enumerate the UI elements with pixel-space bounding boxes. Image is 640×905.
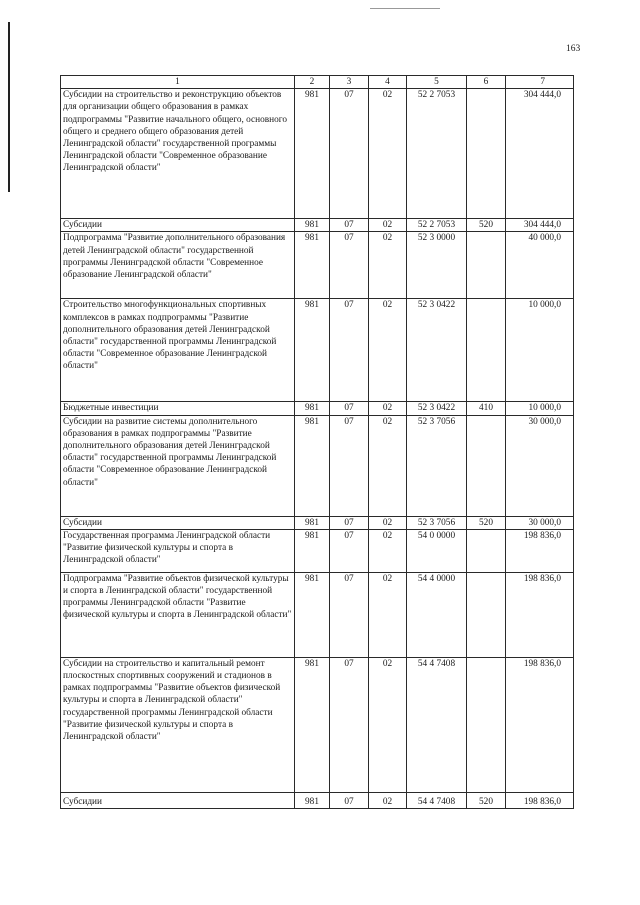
- cell-col-4: 02: [369, 516, 407, 529]
- cell-col-7: 30 000,0: [506, 516, 574, 529]
- row-name: Субсидии на развитие системы дополнительного образования в рамках подпрограммы "Развитие дополнительного образования детей Ленинградской области" государственной программы Ленинградской области "Современное образование Ленинградской области": [61, 415, 295, 516]
- table-row: [61, 219, 574, 232]
- cell-col-2: 981: [295, 529, 330, 572]
- cell-col-7: 198 836,0: [506, 572, 574, 657]
- cell-col-2: 981: [295, 792, 330, 808]
- cell-col-2: 981: [295, 572, 330, 657]
- cell-col-2: 981: [295, 232, 330, 299]
- cell-col-4: 02: [369, 299, 407, 402]
- table-row: [61, 299, 574, 402]
- cell-col-7: 40 000,0: [506, 232, 574, 299]
- table-row: [61, 89, 574, 219]
- cell-col-4: 02: [369, 529, 407, 572]
- header-col-2: 2: [295, 76, 330, 89]
- row-name: Субсидии: [61, 516, 295, 529]
- cell-col-4: 02: [369, 792, 407, 808]
- cell-col-6: 520: [467, 792, 506, 808]
- header-row: [61, 76, 574, 89]
- cell-col-3: 07: [330, 657, 369, 792]
- cell-col-7: 10 000,0: [506, 299, 574, 402]
- table-row: [61, 529, 574, 572]
- cell-col-4: 02: [369, 415, 407, 516]
- table-row: [61, 415, 574, 516]
- cell-col-6: 410: [467, 402, 506, 415]
- cell-col-2: 981: [295, 299, 330, 402]
- cell-col-4: 02: [369, 89, 407, 219]
- scan-top-line: [370, 8, 440, 9]
- row-name: Государственная программа Ленинградской области "Развитие физической культуры и спорта в Ленинградской области": [61, 529, 295, 572]
- cell-col-6: 520: [467, 516, 506, 529]
- cell-col-5: 54 4 7408: [407, 792, 467, 808]
- cell-col-5: 52 3 7056: [407, 516, 467, 529]
- header-col-7: 7: [506, 76, 574, 89]
- cell-col-5: 52 2 7053: [407, 89, 467, 219]
- header-col-6: 6: [467, 76, 506, 89]
- header-col-3: 3: [330, 76, 369, 89]
- cell-col-3: 07: [330, 402, 369, 415]
- cell-col-4: 02: [369, 232, 407, 299]
- budget-table: [60, 75, 574, 809]
- cell-col-6: [467, 529, 506, 572]
- cell-col-3: 07: [330, 299, 369, 402]
- table-row: [61, 792, 574, 808]
- cell-col-6: [467, 415, 506, 516]
- header-col-4: 4: [369, 76, 407, 89]
- table-row: [61, 572, 574, 657]
- cell-col-2: 981: [295, 657, 330, 792]
- cell-col-2: 981: [295, 219, 330, 232]
- cell-col-4: 02: [369, 402, 407, 415]
- cell-col-7: 304 444,0: [506, 219, 574, 232]
- cell-col-2: 981: [295, 402, 330, 415]
- cell-col-2: 981: [295, 89, 330, 219]
- row-name: Субсидии: [61, 792, 295, 808]
- cell-col-7: 10 000,0: [506, 402, 574, 415]
- table-row: [61, 402, 574, 415]
- cell-col-3: 07: [330, 529, 369, 572]
- cell-col-6: 520: [467, 219, 506, 232]
- row-name: Субсидии: [61, 219, 295, 232]
- cell-col-4: 02: [369, 219, 407, 232]
- cell-col-5: 52 3 0422: [407, 402, 467, 415]
- cell-col-4: 02: [369, 572, 407, 657]
- header-col-5: 5: [407, 76, 467, 89]
- cell-col-3: 07: [330, 572, 369, 657]
- table-row: [61, 657, 574, 792]
- page-number: 163: [566, 44, 581, 54]
- header-col-1: 1: [61, 76, 295, 89]
- cell-col-5: 52 2 7053: [407, 219, 467, 232]
- cell-col-7: 198 836,0: [506, 529, 574, 572]
- cell-col-7: 30 000,0: [506, 415, 574, 516]
- cell-col-7: 198 836,0: [506, 657, 574, 792]
- row-name: Субсидии на строительство и капитальный ремонт плоскостных спортивных сооружений и стадионов в рамках подпрограммы "Развитие объектов физической культуры и спорта в Ленинградской области" государственной программы Ленинградской области "Развитие физической культуры и спорта в Ленинградской области": [61, 657, 295, 792]
- cell-col-6: [467, 657, 506, 792]
- cell-col-3: 07: [330, 792, 369, 808]
- row-name: Субсидии на строительство и реконструкцию объектов для организации общего образования в рамках подпрограммы "Развитие начального общего, основного общего и среднего общего образования детей Ленинградской области" государственной программы Ленинградской области "Современное образование Ленинградской области": [61, 89, 295, 219]
- cell-col-5: 52 3 0000: [407, 232, 467, 299]
- cell-col-7: 198 836,0: [506, 792, 574, 808]
- row-name: Подпрограмма "Развитие объектов физической культуры и спорта в Ленинградской области" государственной программы Ленинградской области "Развитие физической культуры и спорта в Ленинградской области": [61, 572, 295, 657]
- table-row: [61, 516, 574, 529]
- cell-col-5: 52 3 7056: [407, 415, 467, 516]
- cell-col-3: 07: [330, 219, 369, 232]
- cell-col-6: [467, 232, 506, 299]
- cell-col-6: [467, 299, 506, 402]
- cell-col-4: 02: [369, 657, 407, 792]
- cell-col-5: 52 3 0422: [407, 299, 467, 402]
- cell-col-6: [467, 89, 506, 219]
- cell-col-3: 07: [330, 516, 369, 529]
- cell-col-5: 54 4 7408: [407, 657, 467, 792]
- cell-col-5: 54 4 0000: [407, 572, 467, 657]
- cell-col-3: 07: [330, 415, 369, 516]
- cell-col-3: 07: [330, 232, 369, 299]
- row-name: Подпрограмма "Развитие дополнительного образования детей Ленинградской области" государственной программы Ленинградской области "Современное образование Ленинградской области": [61, 232, 295, 299]
- row-name: Бюджетные инвестиции: [61, 402, 295, 415]
- cell-col-2: 981: [295, 415, 330, 516]
- scan-margin-line: [8, 22, 10, 192]
- row-name: Строительство многофункциональных спортивных комплексов в рамках подпрограммы "Развитие дополнительного образования детей Ленинградской области" государственной программы Ленинградской области "Современное образование Ленинградской области": [61, 299, 295, 402]
- cell-col-2: 981: [295, 516, 330, 529]
- cell-col-7: 304 444,0: [506, 89, 574, 219]
- cell-col-5: 54 0 0000: [407, 529, 467, 572]
- cell-col-6: [467, 572, 506, 657]
- cell-col-3: 07: [330, 89, 369, 219]
- table-row: [61, 232, 574, 299]
